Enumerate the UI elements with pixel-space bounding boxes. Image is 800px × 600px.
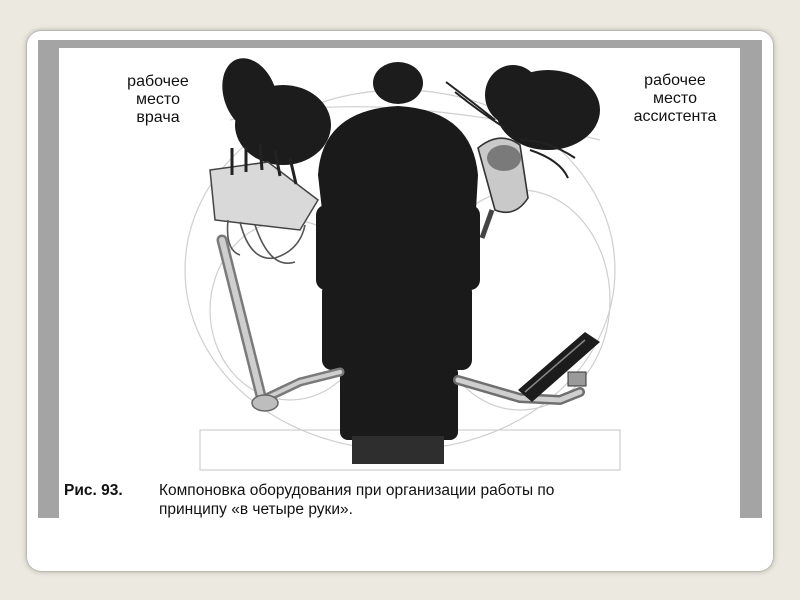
doctor-arm-base [252, 395, 278, 411]
dental-chair [316, 106, 480, 464]
figure-number: Рис. 93. [64, 482, 123, 499]
assistant-stool [485, 65, 600, 150]
doctor-stool [213, 50, 331, 165]
chair-headrest [373, 62, 423, 104]
caption-line-1: Компоновка оборудования при организации работы по [159, 482, 555, 499]
caption-line-2: принципу «в четыре руки». [159, 501, 353, 518]
figure-caption [64, 481, 704, 519]
assistant-workplace-label: рабочее место ассистента [633, 72, 717, 125]
doctor-workplace-label: рабочее место врача [127, 73, 189, 126]
spittoon [478, 138, 528, 238]
